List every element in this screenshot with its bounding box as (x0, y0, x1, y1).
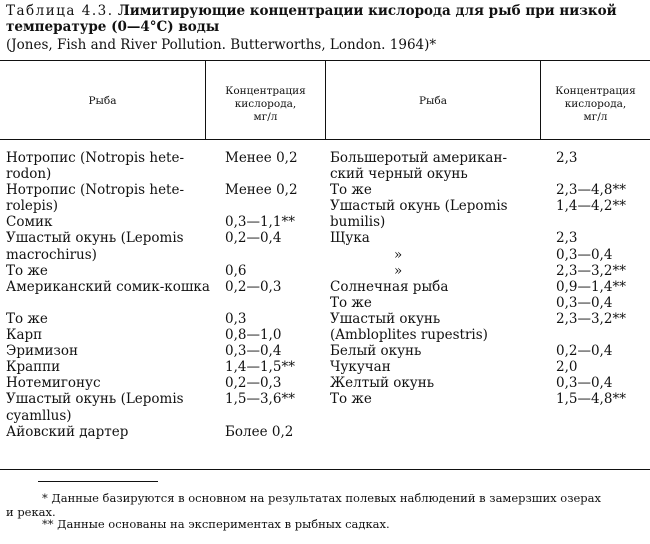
fish-name-cell: Белый окунь (330, 343, 422, 360)
concentration-cell: Менее 0,2 (225, 150, 298, 166)
header-concentration-line: кислорода, (564, 98, 627, 110)
table-body-right (330, 150, 646, 408)
table-row (330, 214, 646, 230)
table-row (330, 343, 646, 359)
fish-name-cell: macrochirus) (6, 246, 97, 263)
concentration-cell: 0,3—0,4 (556, 294, 613, 311)
table-row (330, 311, 646, 327)
fish-name-cell: Нотропис (Notropis hete- (6, 182, 185, 199)
table-row (330, 247, 646, 263)
fish-name-cell: Карп (6, 327, 43, 344)
concentration-cell: 1,5—4,8** (556, 391, 626, 408)
fish-name-cell: Ушастый окунь (Lepomis (6, 230, 184, 247)
fish-name-cell: Большеротый американ- (330, 150, 508, 166)
concentration-cell: 0,2—0,4 (556, 343, 613, 360)
concentration-cell: 2,0 (556, 359, 578, 376)
table-row (330, 182, 646, 198)
concentration-cell: Менее 0,2 (225, 182, 298, 199)
concentration-cell: 0,2—0,4 (225, 230, 282, 247)
header-concentration-right (541, 85, 650, 124)
table-bottom-rule (0, 469, 650, 470)
table-row (6, 150, 322, 166)
table-row (6, 166, 322, 182)
fish-name-cell: rodon) (6, 166, 52, 183)
fish-name-cell: cyamllus) (6, 407, 72, 424)
fish-name-cell (6, 295, 221, 311)
fish-name-cell: Нотропис (Notropis hete- (6, 150, 185, 166)
footnote-1 (6, 491, 646, 519)
concentration-cell (221, 198, 225, 214)
header-concentration-line: кислорода, (234, 98, 297, 110)
fish-name-cell: Ушастый окунь (Lepomis (6, 391, 184, 408)
concentration-cell: 0,3—1,1** (225, 214, 295, 231)
concentration-cell: 1,4—1,5** (225, 359, 295, 376)
fish-name-cell: Американский сомик-кошка (6, 278, 210, 295)
concentration-cell: 0,9—1,4** (556, 278, 626, 295)
concentration-cell: Более 0,2 (225, 423, 294, 440)
fish-name-cell: Сомик (6, 214, 53, 231)
table-row (330, 279, 646, 295)
fish-name-cell: То же (6, 262, 48, 279)
header-concentration-line: мг/л (583, 111, 608, 123)
table-row (330, 359, 646, 375)
table-row (330, 198, 646, 214)
table-row (6, 198, 322, 214)
table-row (330, 295, 646, 311)
fish-name-cell: rolepis) (6, 198, 59, 215)
concentration-cell: 1,4—4,2** (556, 198, 626, 215)
header-concentration-line: Концентрация (555, 85, 636, 97)
fish-name-cell: То же (6, 310, 48, 327)
fish-name-cell: Айовский дартер (6, 423, 129, 440)
concentration-cell (221, 247, 225, 263)
concentration-cell: 2,3—4,8** (556, 182, 626, 199)
fish-name-cell: Нотемигонус (6, 375, 101, 392)
concentration-cell (221, 408, 225, 424)
table-row (330, 391, 646, 407)
table-row (330, 375, 646, 391)
table-row (6, 182, 322, 198)
fish-name-cell: » (394, 246, 403, 263)
concentration-cell: 0,3—0,4 (225, 343, 282, 360)
concentration-cell: 0,3—0,4 (556, 246, 613, 263)
footnote-1-line: и реках. (6, 505, 56, 519)
table-row (6, 214, 322, 230)
fish-name-cell: То же (330, 294, 372, 311)
concentration-cell: 0,2—0,3 (225, 375, 282, 392)
concentration-cell: 0,3 (225, 310, 247, 327)
table-row (6, 375, 322, 391)
table-row (6, 343, 322, 359)
table-body-left (6, 150, 322, 440)
header-fish-left: Рыба (88, 95, 117, 107)
concentration-cell: 1,5—3,6** (225, 391, 295, 408)
table-row (330, 150, 646, 166)
fish-name-cell: (Ambloplites rupestris) (330, 327, 488, 344)
table-row (6, 247, 322, 263)
table-row (330, 166, 646, 182)
concentration-cell: 0,6 (225, 262, 247, 279)
concentration-cell: 2,3—3,2** (556, 262, 626, 279)
table-row (6, 311, 322, 327)
fish-name-cell: » (394, 262, 403, 279)
table-source: (Jones, Fish and River Pollution. Butterworths, London. 1964)* (6, 37, 437, 53)
concentration-cell: 2,3—3,2** (556, 310, 626, 327)
fish-name-cell: bumilis) (330, 214, 386, 231)
fish-name-cell: То же (330, 182, 372, 199)
fish-name-cell: Солнечная рыба (330, 278, 449, 295)
concentration-cell (547, 214, 556, 230)
table-row (6, 295, 322, 311)
footnote-1-line: * Данные базируются в основном на результатах полевых наблюдений в замерзших озерах (42, 491, 602, 505)
table-row (6, 230, 322, 246)
header-concentration-line: мг/л (253, 111, 278, 123)
table-row (6, 391, 322, 407)
concentration-cell: 0,8—1,0 (225, 327, 282, 344)
footnote-2: ** Данные основаны на экспериментах в рыбных садках. (42, 517, 390, 531)
table-row (330, 230, 646, 246)
concentration-cell (221, 166, 225, 182)
concentration-cell: 0,2—0,3 (225, 278, 282, 295)
table-row (6, 263, 322, 279)
fish-name-cell: ский черный окунь (330, 166, 468, 183)
fish-name-cell: Ушастый окунь (330, 310, 441, 327)
concentration-cell: 2,3 (556, 150, 578, 166)
footnote-rule (38, 481, 158, 482)
concentration-cell: 0,3—0,4 (556, 375, 613, 392)
fish-name-cell: Ушастый окунь (Lepomis (330, 198, 508, 215)
fish-name-cell: Желтый окунь (330, 375, 435, 392)
header-concentration-left (206, 85, 325, 124)
table-row (330, 327, 646, 343)
concentration-cell (221, 295, 225, 311)
fish-name-cell: Щука (330, 230, 370, 247)
table-row (6, 408, 322, 424)
fish-name-cell: То же (330, 391, 372, 408)
table-row (6, 327, 322, 343)
header-bottom-rule (0, 139, 650, 140)
table-caption (6, 3, 646, 35)
concentration-cell (547, 166, 556, 182)
table-title: Лимитирующие концентрации кислорода для рыб при низкой температуре (0—4°С) воды (6, 3, 617, 35)
concentration-cell: 2,3 (556, 230, 578, 247)
table-row (6, 424, 322, 440)
table-number: Таблица 4.3. (6, 3, 114, 19)
table-row (6, 279, 322, 295)
fish-name-cell: Эримизон (6, 343, 78, 360)
concentration-cell (547, 327, 556, 343)
header-concentration-line: Концентрация (225, 85, 306, 97)
fish-name-cell: Чукучан (330, 359, 391, 376)
fish-name-cell: Краппи (6, 359, 61, 376)
header-fish-right: Рыба (418, 95, 447, 107)
table-row (6, 359, 322, 375)
table-row (330, 263, 646, 279)
